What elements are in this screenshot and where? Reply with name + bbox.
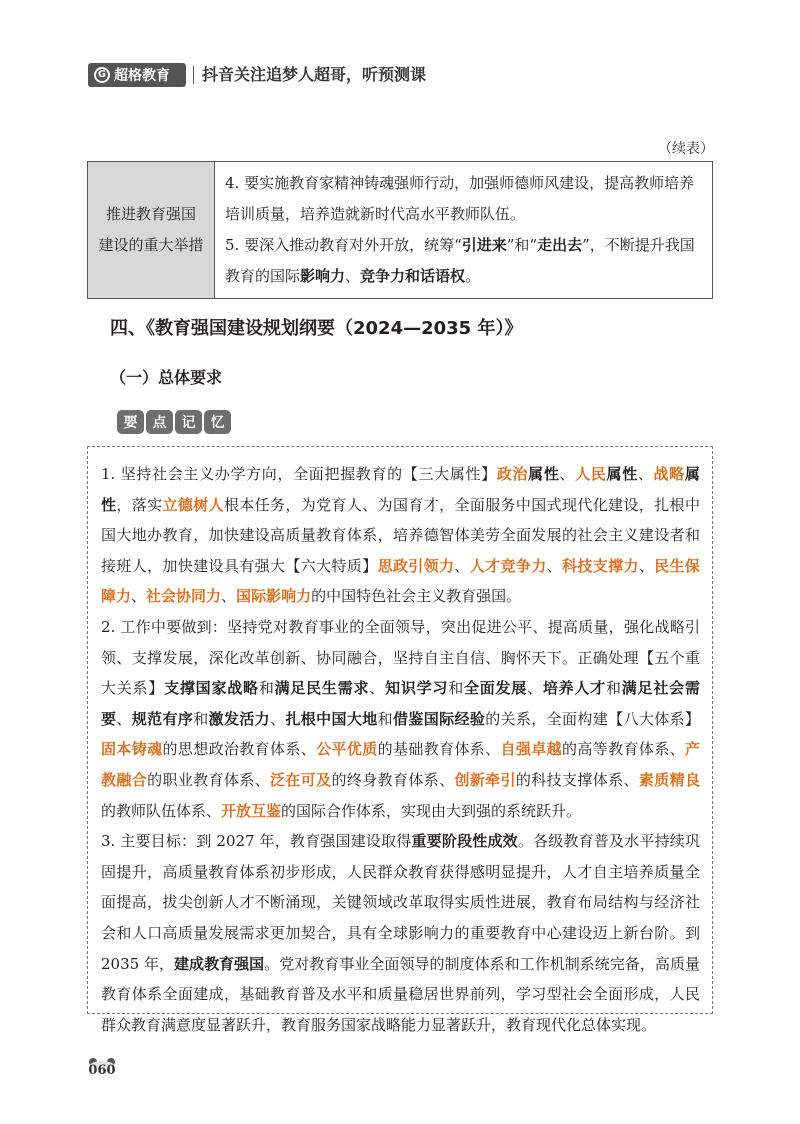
text-run: 1. 坚持社会主义办学方向，全面把握教育的【三大属性】 <box>101 465 497 483</box>
table-row <box>88 162 713 299</box>
bold-term: 培养人才 <box>542 679 606 698</box>
logo-text: 超格教育 <box>114 68 170 84</box>
text-run: 、 <box>270 709 286 728</box>
text-run: 、 <box>221 587 237 606</box>
bold-term: 满足民生需求 <box>274 679 370 698</box>
bold-term: 支撑国家战略 <box>164 679 259 698</box>
highlight-term: 人民 <box>575 465 607 483</box>
table-label-cell <box>88 162 215 299</box>
text-run: 、 <box>638 556 655 575</box>
key-points-box <box>87 446 713 1034</box>
bold-term: 重要阶段性成效 <box>411 832 518 851</box>
table-label-line: 建设的重大举措 <box>98 236 204 254</box>
text-run: 和 <box>606 679 622 698</box>
highlight-term: 创新牵引 <box>454 770 516 789</box>
table-label-line: 推进教育强国 <box>105 205 196 223</box>
table-item-4: 4. 要实施教育家精神铸魂强师行动，加强师德师风建设，提高教师培养培训质量，培养造就新时代高水平教师队伍。 <box>225 174 695 223</box>
text-run: 的教师队伍体系、 <box>101 801 222 820</box>
bold-term: 引进来 <box>461 236 507 254</box>
bold-term: 借鉴国际经验 <box>393 709 486 728</box>
bold-term: 规范有序 <box>131 709 194 728</box>
text-run: 、 <box>131 587 147 606</box>
highlight-term: 固本铸魂 <box>101 740 163 759</box>
badge-char: 点 <box>146 410 173 434</box>
highlight-term: 公平优质 <box>316 740 378 759</box>
bold-term: 知识学习 <box>385 679 449 698</box>
text-run: 、 <box>116 709 132 728</box>
text-run: 的职业教育体系、 <box>147 770 271 789</box>
highlight-term: 政治 <box>496 465 529 483</box>
bold-term: 影响力 <box>300 267 346 285</box>
paragraph-1 <box>101 459 700 612</box>
text-run: 。各级教育普及水平持续巩固提升，高质量教育体系初步形成，人民群众教育获得感明显提升，人才自主培养质量全面提高，拔尖创新人才不断涌现，关键领域改革取得实质性进展，教育布局结构与经济社会和人口高质量发展需求更加契合，具有全球影响力的重要教育中心建设迈上新台阶。到 2035 年， <box>101 832 700 973</box>
bold-term: 建成教育强国 <box>174 954 265 973</box>
badge-char: 要 <box>117 410 144 434</box>
section-title: 四、《教育强国建设规划纲要（2024—2035 年）》 <box>110 318 523 339</box>
paragraph-2 <box>101 612 700 826</box>
text-run: 、 <box>637 465 654 483</box>
key-points-badge <box>117 410 231 434</box>
text-run: 2. 工作中要做到：坚持党对教育事业的全面领导，突出促进公平、提高质量，强化战略引领、支撑发展，深化改革创新、协同融合，坚持自主自信、胸怀天下。正确处理【五个重大关系】 <box>101 617 700 698</box>
text-run: 的中国特色社会主义教育强国。 <box>311 587 522 606</box>
badge-char: 忆 <box>204 410 231 434</box>
text-run: 。党对教育事业全面领导的制度体系和工作机制系统完备，高质量教育体系全面建成，基础教育普及水平和质量稳居世界前列，学习型社会全面形成，人民群众教育满意度显著跃升，教育服务国家战略能力显著跃升，教育现代化总体实现。 <box>101 954 700 1034</box>
text-run: 的关系，全面构建【八大体系】 <box>485 709 700 728</box>
text-run: 的基础教育体系、 <box>377 740 501 759</box>
text-run: 的国际合作体系，实现由大到强的系统跃升。 <box>281 801 582 820</box>
bold-term: 激发活力 <box>208 709 271 728</box>
highlight-term: 科技支撑力 <box>561 556 639 575</box>
text-run: 3. 主要目标：到 2027 年，教育强国建设取得 <box>101 832 412 851</box>
paragraph-3 <box>101 826 700 1040</box>
highlight-term: 思政引领力 <box>377 556 455 575</box>
continued-label: （续表） <box>658 141 714 157</box>
text-run: 和 <box>193 709 209 728</box>
bold-term: 属性 <box>606 465 638 483</box>
brand-logo <box>88 63 186 87</box>
text-run: 的高等教育体系、 <box>562 740 685 759</box>
subsection-title: （一）总体要求 <box>110 368 223 387</box>
highlight-term: 社会协同力 <box>146 587 222 606</box>
text-run: 、 <box>559 465 576 483</box>
text-run: 的科技支撑体系、 <box>515 770 639 789</box>
text-run: 、 <box>527 679 543 698</box>
table-item-5 <box>225 230 704 292</box>
measures-table <box>87 161 713 299</box>
text-run: 5. 要深入推动教育对外开放，统筹“ <box>225 236 462 254</box>
bold-term: 全面发展 <box>463 679 528 698</box>
highlight-term: 素质精良 <box>638 770 700 789</box>
text-run: ”和“ <box>506 236 538 254</box>
page-number <box>86 1057 118 1083</box>
text-run: 和 <box>258 679 275 698</box>
highlight-term: 开放互鉴 <box>221 801 282 820</box>
bold-term: 竞争力和话语权 <box>360 267 466 285</box>
table-content-cell <box>215 162 713 299</box>
highlight-term: 国际影响力 <box>236 587 312 606</box>
text-run: 、 <box>454 556 470 575</box>
logo-g-icon: G <box>94 67 110 83</box>
text-run: 和 <box>448 679 464 698</box>
text-run: 。 <box>465 267 481 285</box>
highlight-term: 产教融合 <box>101 740 700 789</box>
text-run: 、 <box>546 556 562 575</box>
bold-term: 属性 <box>101 465 700 514</box>
text-run: 的终身教育体系、 <box>331 770 455 789</box>
header-subtitle: 抖音关注追梦人超哥，听预测课 <box>202 65 427 84</box>
text-run: ，落实 <box>116 495 163 514</box>
badge-char: 记 <box>175 410 202 434</box>
bold-term: 属性 <box>528 465 560 483</box>
text-run: 、 <box>345 267 361 285</box>
text-run: 和 <box>377 709 393 728</box>
text-run: 根本任务，为党育人、为国育才，全面服务中国式现代化建设，扎根中国大地办教育，加快建设高质量教育体系，培养德智体美劳全面发展的社会主义建设者和接班人，加快建设具有强大【六大特质】 <box>101 495 700 575</box>
header-divider <box>193 66 194 84</box>
highlight-term: 立德树人 <box>162 495 224 514</box>
bold-term: 走出去 <box>537 236 583 254</box>
text-run: 的思想政治教育体系、 <box>162 740 317 759</box>
highlight-term: 民生保障力 <box>101 556 700 606</box>
highlight-term: 人才竞争力 <box>469 556 547 575</box>
highlight-term: 自强卓越 <box>500 740 563 759</box>
bold-term: 满足社会需要 <box>101 679 700 728</box>
page-number-text: 060 <box>88 1063 116 1078</box>
highlight-term: 泛在可及 <box>270 770 332 789</box>
bold-term: 扎根中国大地 <box>285 709 378 728</box>
highlight-term: 战略 <box>653 465 685 483</box>
text-run: 、 <box>369 679 386 698</box>
text-run: ”，不断提升我国教育的国际 <box>225 236 695 285</box>
